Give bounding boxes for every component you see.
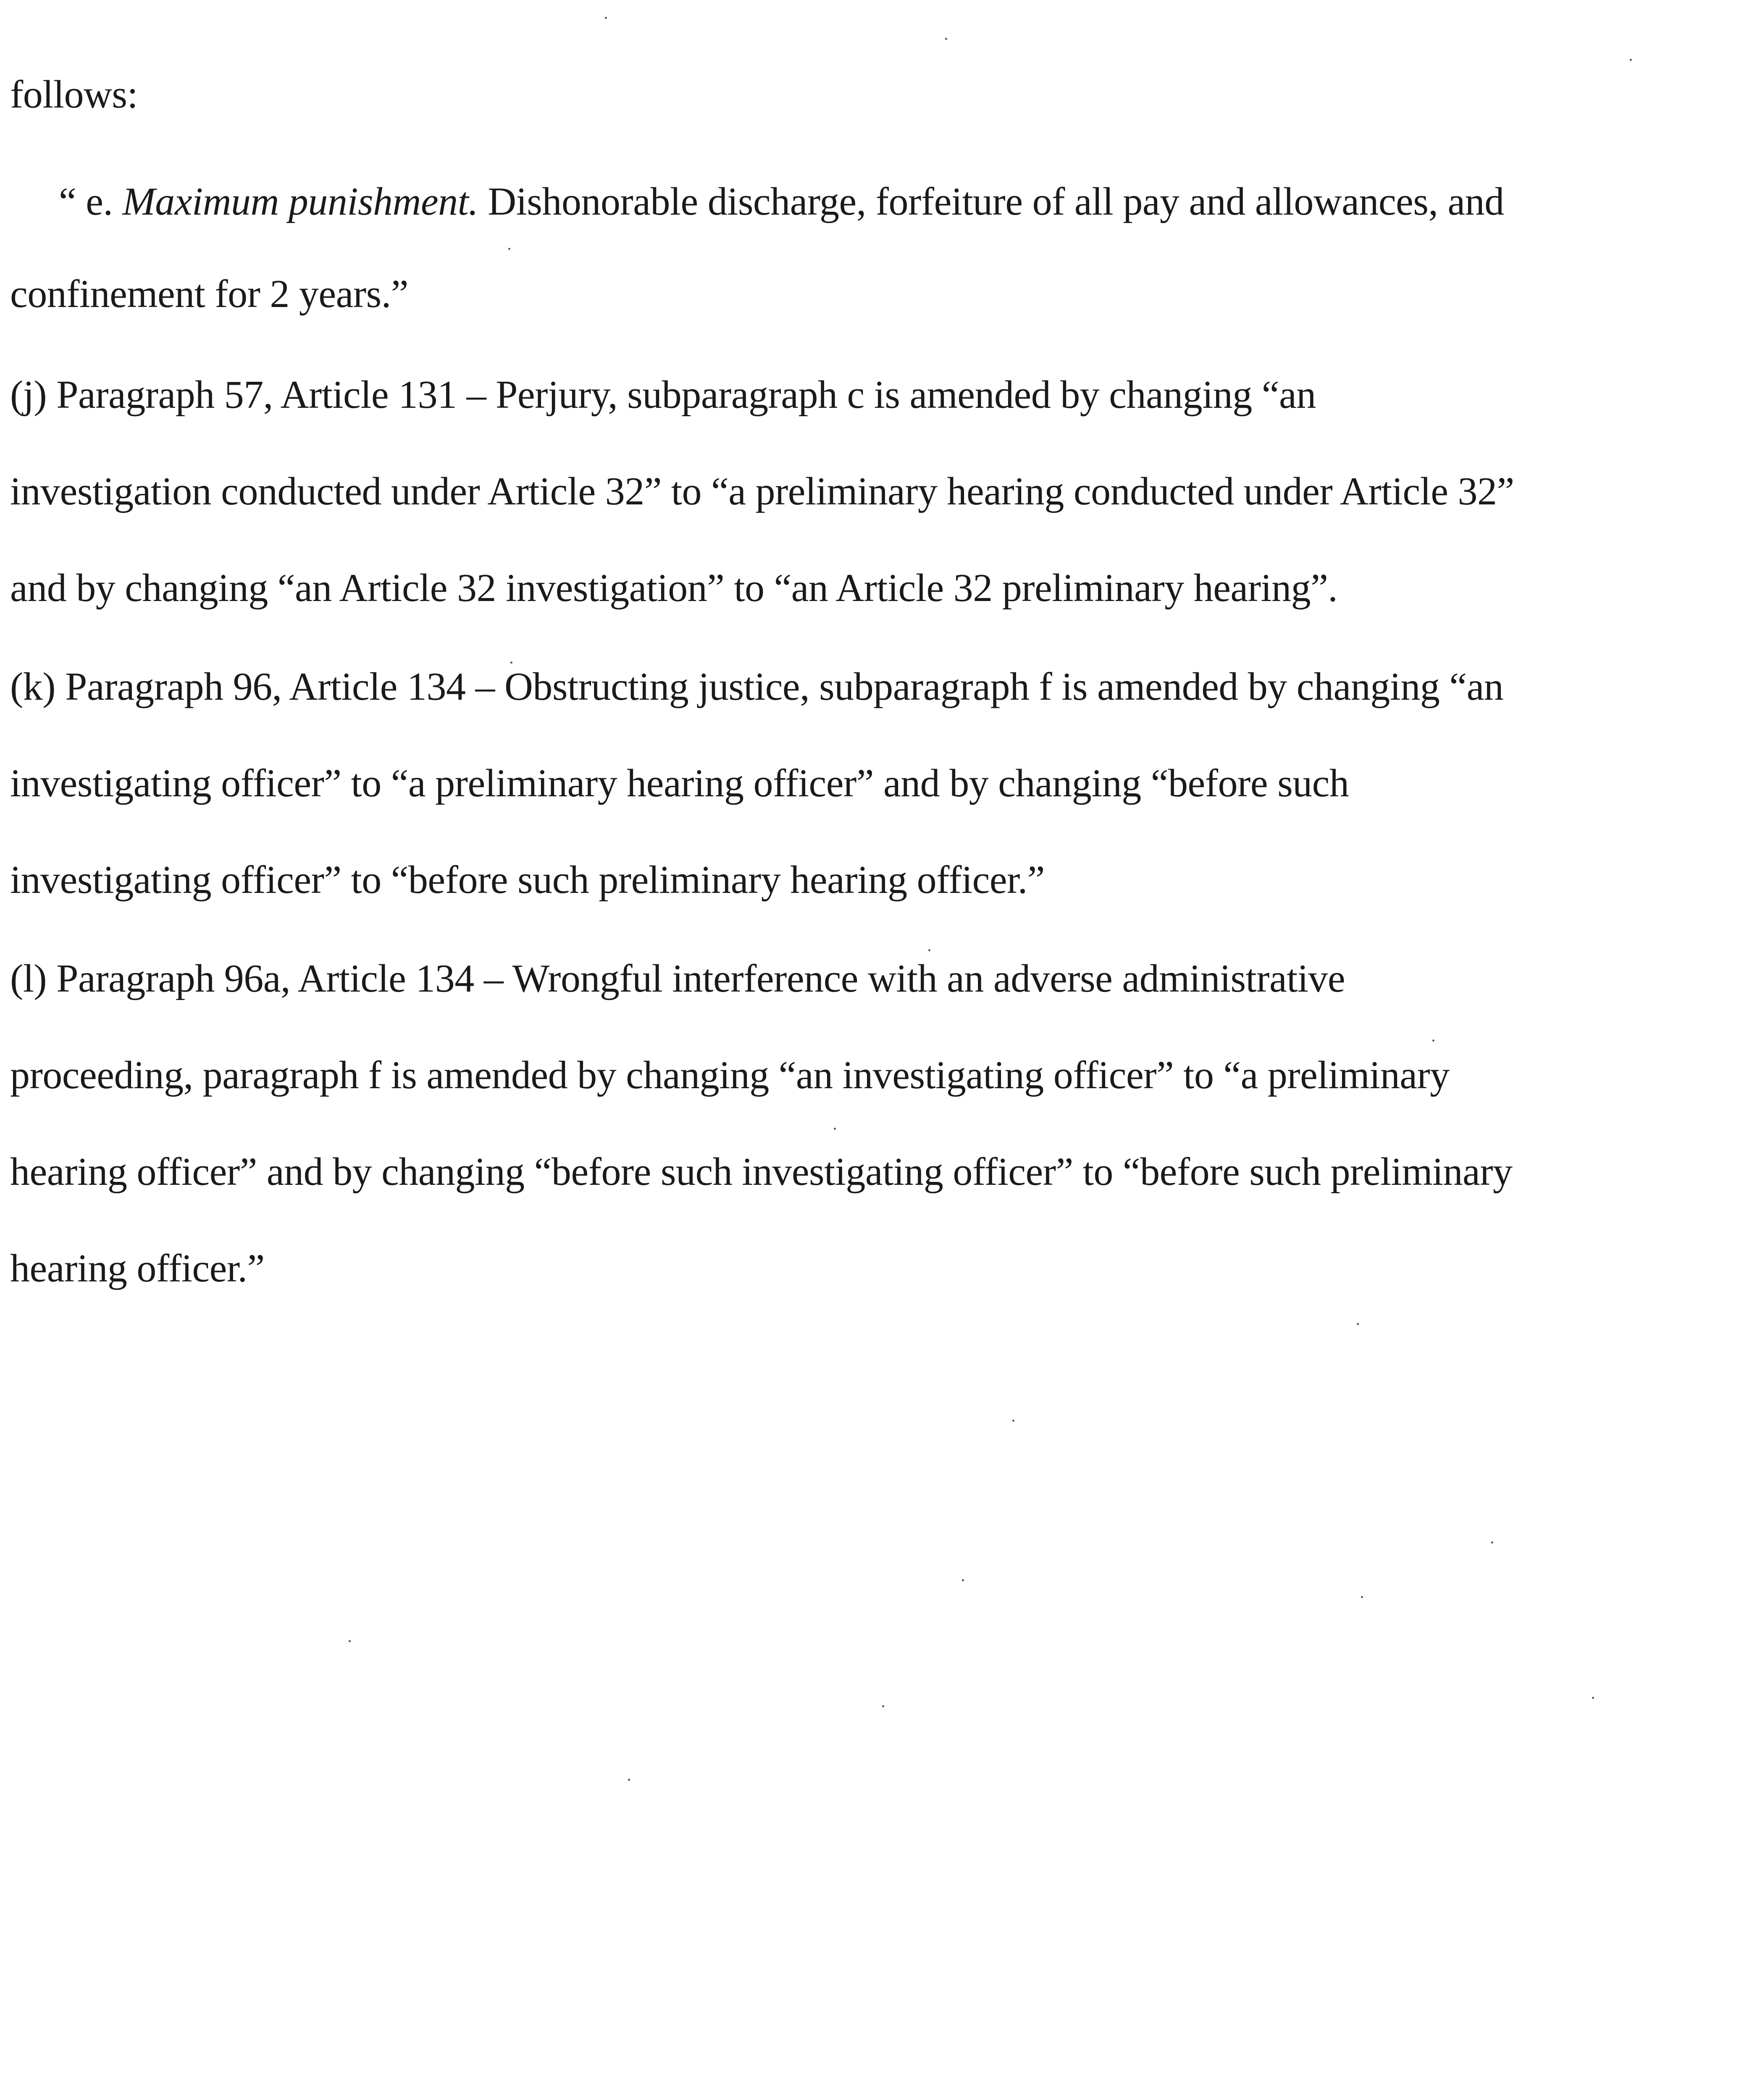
scan-speck xyxy=(1432,1040,1434,1042)
text-line-para-k-cont-1: investigating officer” to “a preliminary hearing officer” and by changing “before such xyxy=(10,761,1349,805)
punishment-text: Dishonorable discharge, forfeiture of all pay and allowances, and xyxy=(488,180,1504,223)
text-line-para-j-cont-2: and by changing “an Article 32 investigation” to “an Article 32 preliminary hearing”. xyxy=(10,566,1338,610)
text-line-para-l: (l) Paragraph 96a, Article 134 – Wrongful interference with an adverse administrative xyxy=(10,957,1345,1000)
text-line-para-k: (k) Paragraph 96, Article 134 – Obstructing justice, subparagraph f is amended by changing “an xyxy=(10,665,1504,709)
text-line-para-l-cont-3: hearing officer.” xyxy=(10,1247,265,1290)
scan-speck xyxy=(945,38,947,40)
text-line-follows: follows: xyxy=(10,73,138,116)
text-line-para-l-cont-2: hearing officer” and by changing “before such investigating officer” to “before such preliminary xyxy=(10,1150,1513,1194)
text-line-para-l-cont-1: proceeding, paragraph f is amended by changing “an investigating officer” to “a preliminary xyxy=(10,1053,1450,1097)
text-line-confinement: confinement for 2 years.” xyxy=(10,272,408,316)
text-line-maximum-punishment xyxy=(59,178,1504,225)
scan-speck xyxy=(1357,1323,1359,1325)
scan-speck xyxy=(1361,1596,1363,1598)
scan-speck xyxy=(882,1705,884,1707)
scan-speck xyxy=(928,949,930,951)
scan-speck xyxy=(605,17,607,19)
scan-speck xyxy=(349,1640,351,1642)
scan-speck xyxy=(1592,1697,1594,1699)
scan-speck xyxy=(962,1579,964,1581)
quote-open: “ e. xyxy=(59,180,113,223)
italic-heading: Maximum punishment. xyxy=(122,180,478,223)
scan-speck xyxy=(1491,1541,1493,1544)
scan-speck xyxy=(834,1128,836,1130)
scan-speck xyxy=(510,662,512,664)
scan-speck xyxy=(508,248,510,250)
scan-speck xyxy=(1012,1420,1014,1422)
text-line-para-j-cont-1: investigation conducted under Article 32” to “a preliminary hearing conducted under Article 32” xyxy=(10,470,1514,513)
scan-speck xyxy=(1630,59,1632,61)
scan-speck xyxy=(628,1779,630,1781)
text-line-para-k-cont-2: investigating officer” to “before such preliminary hearing officer.” xyxy=(10,858,1045,902)
text-line-para-j: (j) Paragraph 57, Article 131 – Perjury, subparagraph c is amended by changing “an xyxy=(10,373,1316,417)
